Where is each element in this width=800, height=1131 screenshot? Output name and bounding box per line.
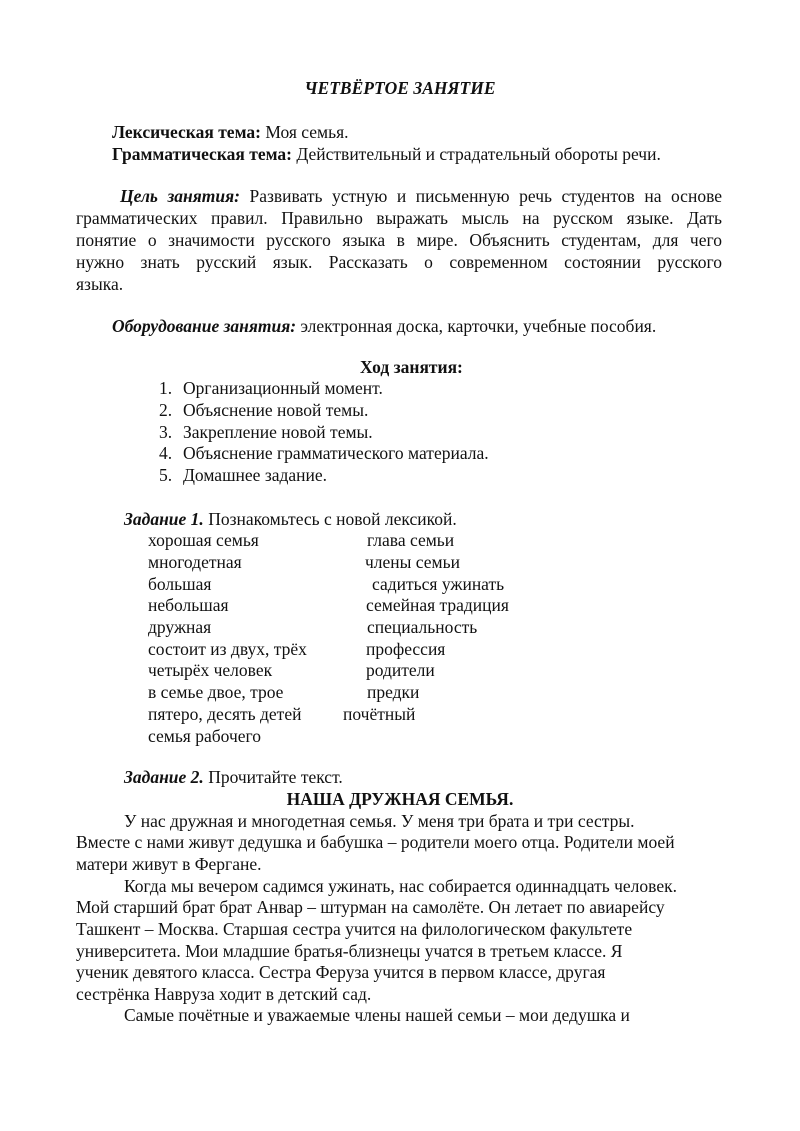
story-line: Ташкент – Москва. Старшая сестра учится на филологическом факультете (76, 919, 633, 939)
plan-item-text: Домашнее задание. (183, 465, 328, 485)
grammar-topic-value: Действительный и страдательный обороты речи. (291, 144, 661, 164)
task1-heading (124, 509, 457, 530)
equipment-value: электронная доска, карточки, учебные пособия. (296, 316, 657, 336)
plan-item (159, 400, 368, 421)
plan-item-text: Закрепление новой темы. (183, 422, 373, 442)
grammar-topic (112, 144, 661, 165)
vocab-right: профессия (366, 639, 446, 659)
goal-label: Цель занятия: (120, 186, 240, 206)
goal-line-1 (76, 186, 722, 207)
plan-item-number: 3. (159, 422, 173, 442)
equipment-label: Оборудование занятия: (112, 316, 297, 336)
plan-item-text: Объяснение грамматического материала. (183, 443, 489, 463)
lexical-topic-label: Лексическая тема: (112, 122, 261, 142)
plan-item-number: 5. (159, 465, 173, 485)
story-line: Мой старший брат брат Анвар – штурман на самолёте. Он летает по авиарейсу (76, 897, 665, 917)
page-title: ЧЕТВЁРТОЕ ЗАНЯТИЕ (304, 78, 496, 98)
lexical-topic-value: Моя семья. (260, 122, 349, 142)
vocab-left: четырёх человек (148, 660, 273, 680)
plan-item-number: 4. (159, 443, 173, 463)
plan-item-text: Организационный момент. (183, 378, 383, 398)
vocab-right: семейная традиция (366, 595, 509, 615)
goal-line-2: грамматических правил. Правильно выражать мысль на русском языке. Дать (76, 208, 722, 228)
plan-item-number: 1. (159, 378, 173, 398)
vocab-right: садиться ужинать (372, 574, 505, 594)
plan-heading: Ход занятия: (360, 357, 463, 377)
vocab-right: члены семьи (365, 552, 460, 572)
vocab-left: хорошая семья (148, 530, 259, 550)
vocab-left: состоит из двух, трёх (148, 639, 307, 659)
plan-item (159, 443, 489, 464)
vocab-left: в семье двое, трое (148, 682, 284, 702)
plan-item-text: Объяснение новой темы. (183, 400, 369, 420)
vocab-right: почётный (343, 704, 416, 724)
vocab-left: большая (148, 574, 212, 594)
goal-line-5: языка. (76, 274, 124, 294)
goal-text-1: Развивать устную и письменную речь студентов на основе (239, 186, 722, 206)
plan-item-number: 2. (159, 400, 173, 420)
vocab-right: родители (366, 660, 435, 680)
equipment (112, 316, 656, 337)
task2-text: Прочитайте текст. (203, 767, 343, 787)
task1-label: Задание 1. (124, 509, 204, 529)
goal-line-4: нужно знать русский язык. Рассказать о современном состоянии русского (76, 252, 722, 272)
vocab-right: глава семьи (367, 530, 455, 550)
task2-heading (124, 767, 343, 788)
story-line: ученик девятого класса. Сестра Феруза учится в первом классе, другая (76, 962, 606, 982)
story-line: Самые почётные и уважаемые члены нашей семьи – мои дедушка и (124, 1005, 630, 1025)
story-line: Когда мы вечером садимся ужинать, нас собирается одиннадцать человек. (124, 876, 677, 896)
plan-item (159, 465, 327, 486)
story-title: НАША ДРУЖНАЯ СЕМЬЯ. (286, 789, 514, 809)
goal-line-3: понятие о значимости русского языка в мире. Объяснить студентам, для чего (76, 230, 722, 250)
task2-label: Задание 2. (124, 767, 204, 787)
vocab-left: семья рабочего (148, 726, 262, 746)
lexical-topic (112, 122, 349, 143)
vocab-right: предки (367, 682, 420, 702)
task1-text: Познакомьтесь с новой лексикой. (203, 509, 457, 529)
story-line: университета. Мои младшие братья-близнецы учатся в третьем классе. Я (76, 941, 623, 961)
vocab-left: пятеро, десять детей (148, 704, 302, 724)
story-line: У нас дружная и многодетная семья. У меня три брата и три сестры. (124, 811, 635, 831)
plan-item (159, 378, 383, 399)
story-line: матери живут в Фергане. (76, 854, 262, 874)
vocab-left: многодетная (148, 552, 242, 572)
vocab-right: специальность (367, 617, 478, 637)
vocab-left: небольшая (148, 595, 229, 615)
story-line: Вместе с нами живут дедушка и бабушка – родители моего отца. Родители моей (76, 832, 675, 852)
vocab-left: дружная (148, 617, 212, 637)
plan-item (159, 422, 373, 443)
grammar-topic-label: Грамматическая тема: (112, 144, 292, 164)
story-line: сестрёнка Навруза ходит в детский сад. (76, 984, 372, 1004)
